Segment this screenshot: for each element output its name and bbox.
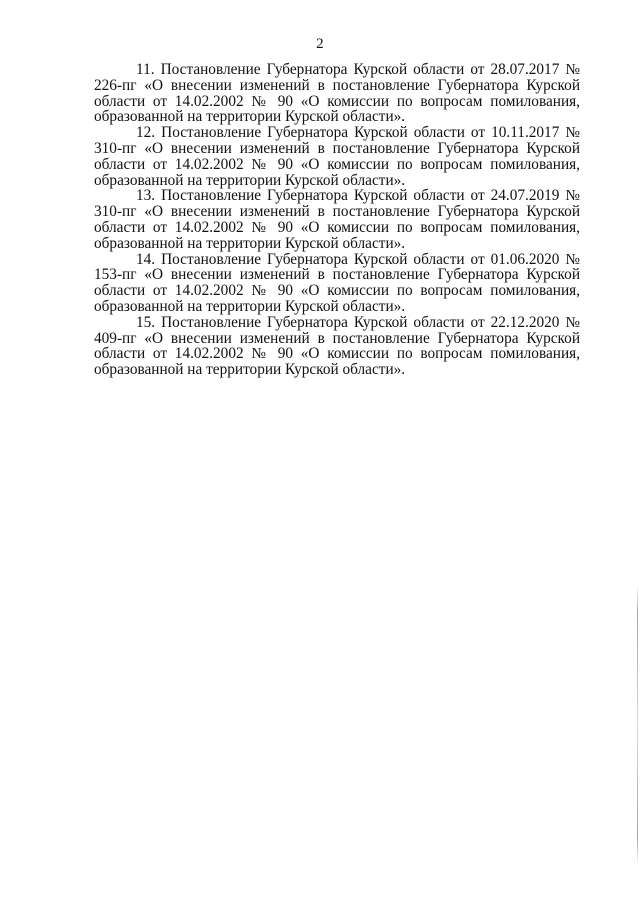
- list-item: 15. Постановление Губернатора Курской области от 22.12.2020 № 409-пг «О внесении изменений в постановление Губернатора Курской области от 14.02.2002 № 90 «О комиссии по вопросам помилования, образованной на территории Курской области».: [94, 313, 580, 379]
- list-item: 11. Постановление Губернатора Курской области от 28.07.2017 № 226-пг «О внесении изменений в постановление Губернатора Курской области от 14.02.2002 № 90 «О комиссии по вопросам помилования, образованной на территории Курской области».: [94, 61, 580, 126]
- list-item: 14. Постановление Губернатора Курской области от 01.06.2020 № 153-пг «О внесении изменений в постановление Губернатора Курской области от 14.02.2002 № 90 «О комиссии по вопросам помилования, образованной на территории Курской области».: [94, 250, 580, 315]
- resolution-list: [94, 62, 580, 378]
- list-item: 13. Постановление Губернатора Курской области от 24.07.2019 № 310-пг «О внесении изменений в постановление Губернатора Курской области от 14.02.2002 № 90 «О комиссии по вопросам помилования, образованной на территории Курской области».: [94, 187, 580, 252]
- scan-edge-mark: [637, 585, 638, 865]
- page-number: 2: [316, 36, 324, 52]
- list-item: 12. Постановление Губернатора Курской области от 10.11.2017 № 310-пг «О внесении изменений в постановление Губернатора Курской области от 14.02.2002 № 90 «О комиссии по вопросам помилования, образованной на территории Курской области».: [94, 124, 580, 189]
